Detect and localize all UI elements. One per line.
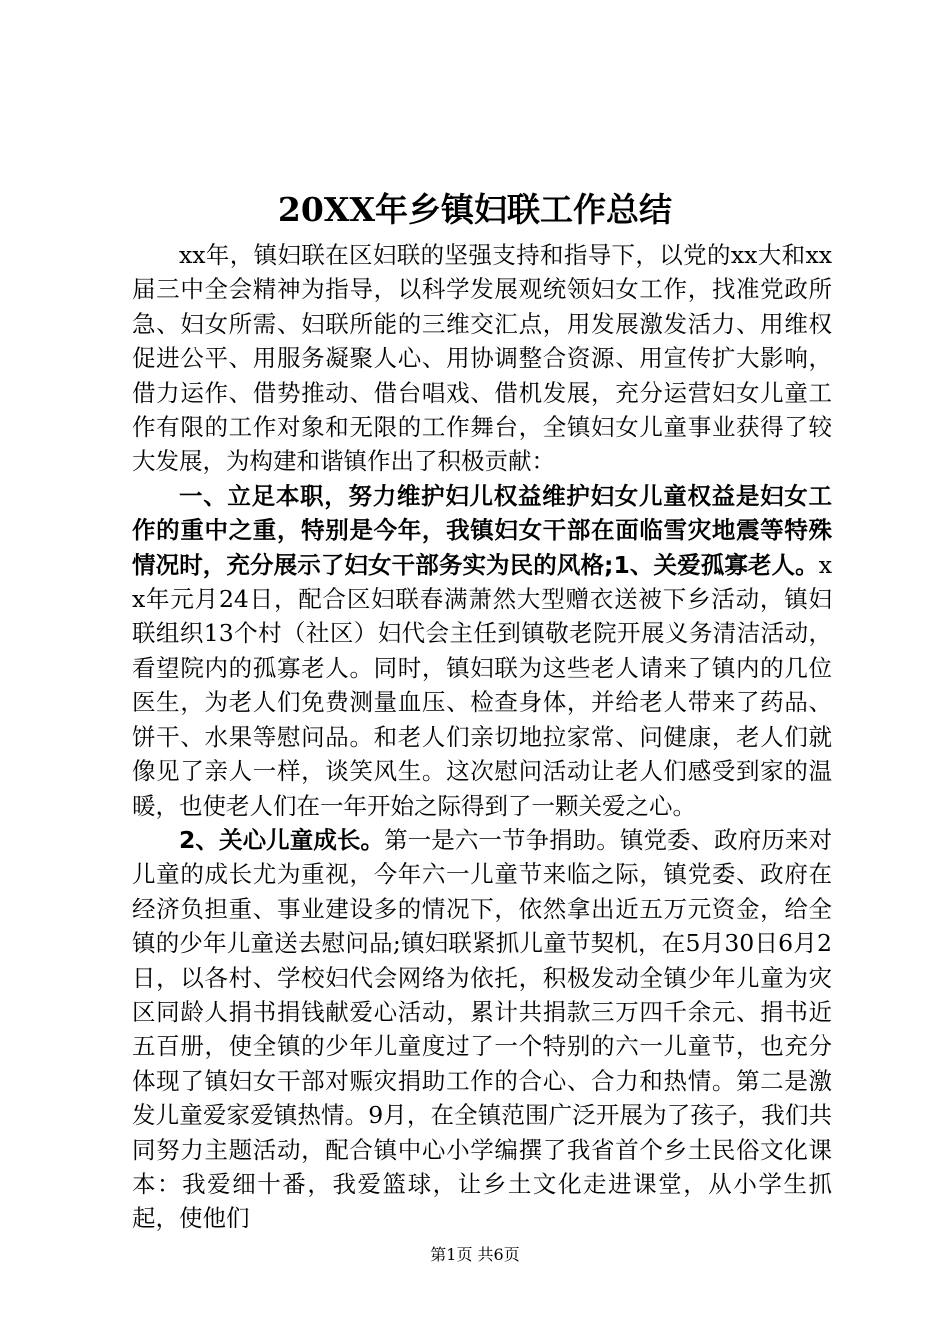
section2-paragraph bbox=[132, 823, 832, 1236]
document-body bbox=[132, 238, 832, 1236]
page-footer: 第1页 共6页 bbox=[430, 1245, 520, 1264]
section1-text: xx年元月24日，配合区妇联春满萧然大型赠衣送被下乡活动，镇妇联组织13个村（社区）妇代会主任到镇敬老院开展义务清洁活动，看望院内的孤寡老人。同时，镇妇联为这些老人请来了镇内的几位医生，为老人们免费测量血压、检查身体，并给老人带来了药品、饼干、水果等慰问品。和老人们亲切地拉家常、问健康，老人们就像见了亲人一样，谈笑风生。这次慰问活动让老人们感受到家的温暖，也使老人们在一年开始之际得到了一颗关爱之心。 bbox=[132, 550, 832, 820]
document-title: 20XX年乡镇妇联工作总结 bbox=[277, 190, 673, 229]
section2-text: 第一是六一节争捐助。镇党委、政府历来对儿童的成长尤为重视，今年六一儿童节来临之际，镇党委、政府在经济负担重、事业建设多的情况下，依然拿出近五万元资金，给全镇的少年儿童送去慰问品;镇妇联紧抓儿童节契机，在5月30日6月2日，以各村、学校妇代会网络为依托，积极发动全镇少年儿童为灾区同龄人捐书捐钱献爱心活动，累计共捐款三万四千余元、捐书近五百册，使全镇的少年儿童度过了一个特别的六一儿童节，也充分体现了镇妇女干部对赈灾捐助工作的合心、合力和热情。第二是激发儿童爱家爱镇热情。9月，在全镇范围广泛开展为了孩子，我们共同努力主题活动，配合镇中心小学编撰了我省首个乡土民俗文化课本：我爱细十番，我爱篮球，让乡土文化走进课堂，从小学生抓起，使他们 bbox=[132, 825, 833, 1233]
intro-paragraph: xx年，镇妇联在区妇联的坚强支持和指导下，以党的xx大和xx届三中全会精神为指导，以科学发展观统领妇女工作，找准党政所急、妇女所需、妇联所能的三维交汇点，用发展激发活力、用维权促进公平、用服务凝聚人心、用协调整合资源、用宣传扩大影响，借力运作、借势推动、借台唱戏、借机发展，充分运营妇女儿童工作有限的工作对象和无限的工作舞台，全镇妇女儿童事业获得了较大发展，为构建和谐镇作出了积极贡献： bbox=[132, 241, 832, 476]
section2-heading: 2、关心儿童成长。 bbox=[179, 825, 385, 854]
section1-paragraph bbox=[132, 479, 832, 823]
section1-heading: 一、立足本职，努力维护妇儿权益维护妇女儿童权益是妇女工作的重中之重，特别是今年，我镇妇女干部在面临雪灾地震等特殊情况时，充分展示了妇女干部务实为民的风格;1、关爱孤寡老人。 bbox=[132, 481, 832, 579]
